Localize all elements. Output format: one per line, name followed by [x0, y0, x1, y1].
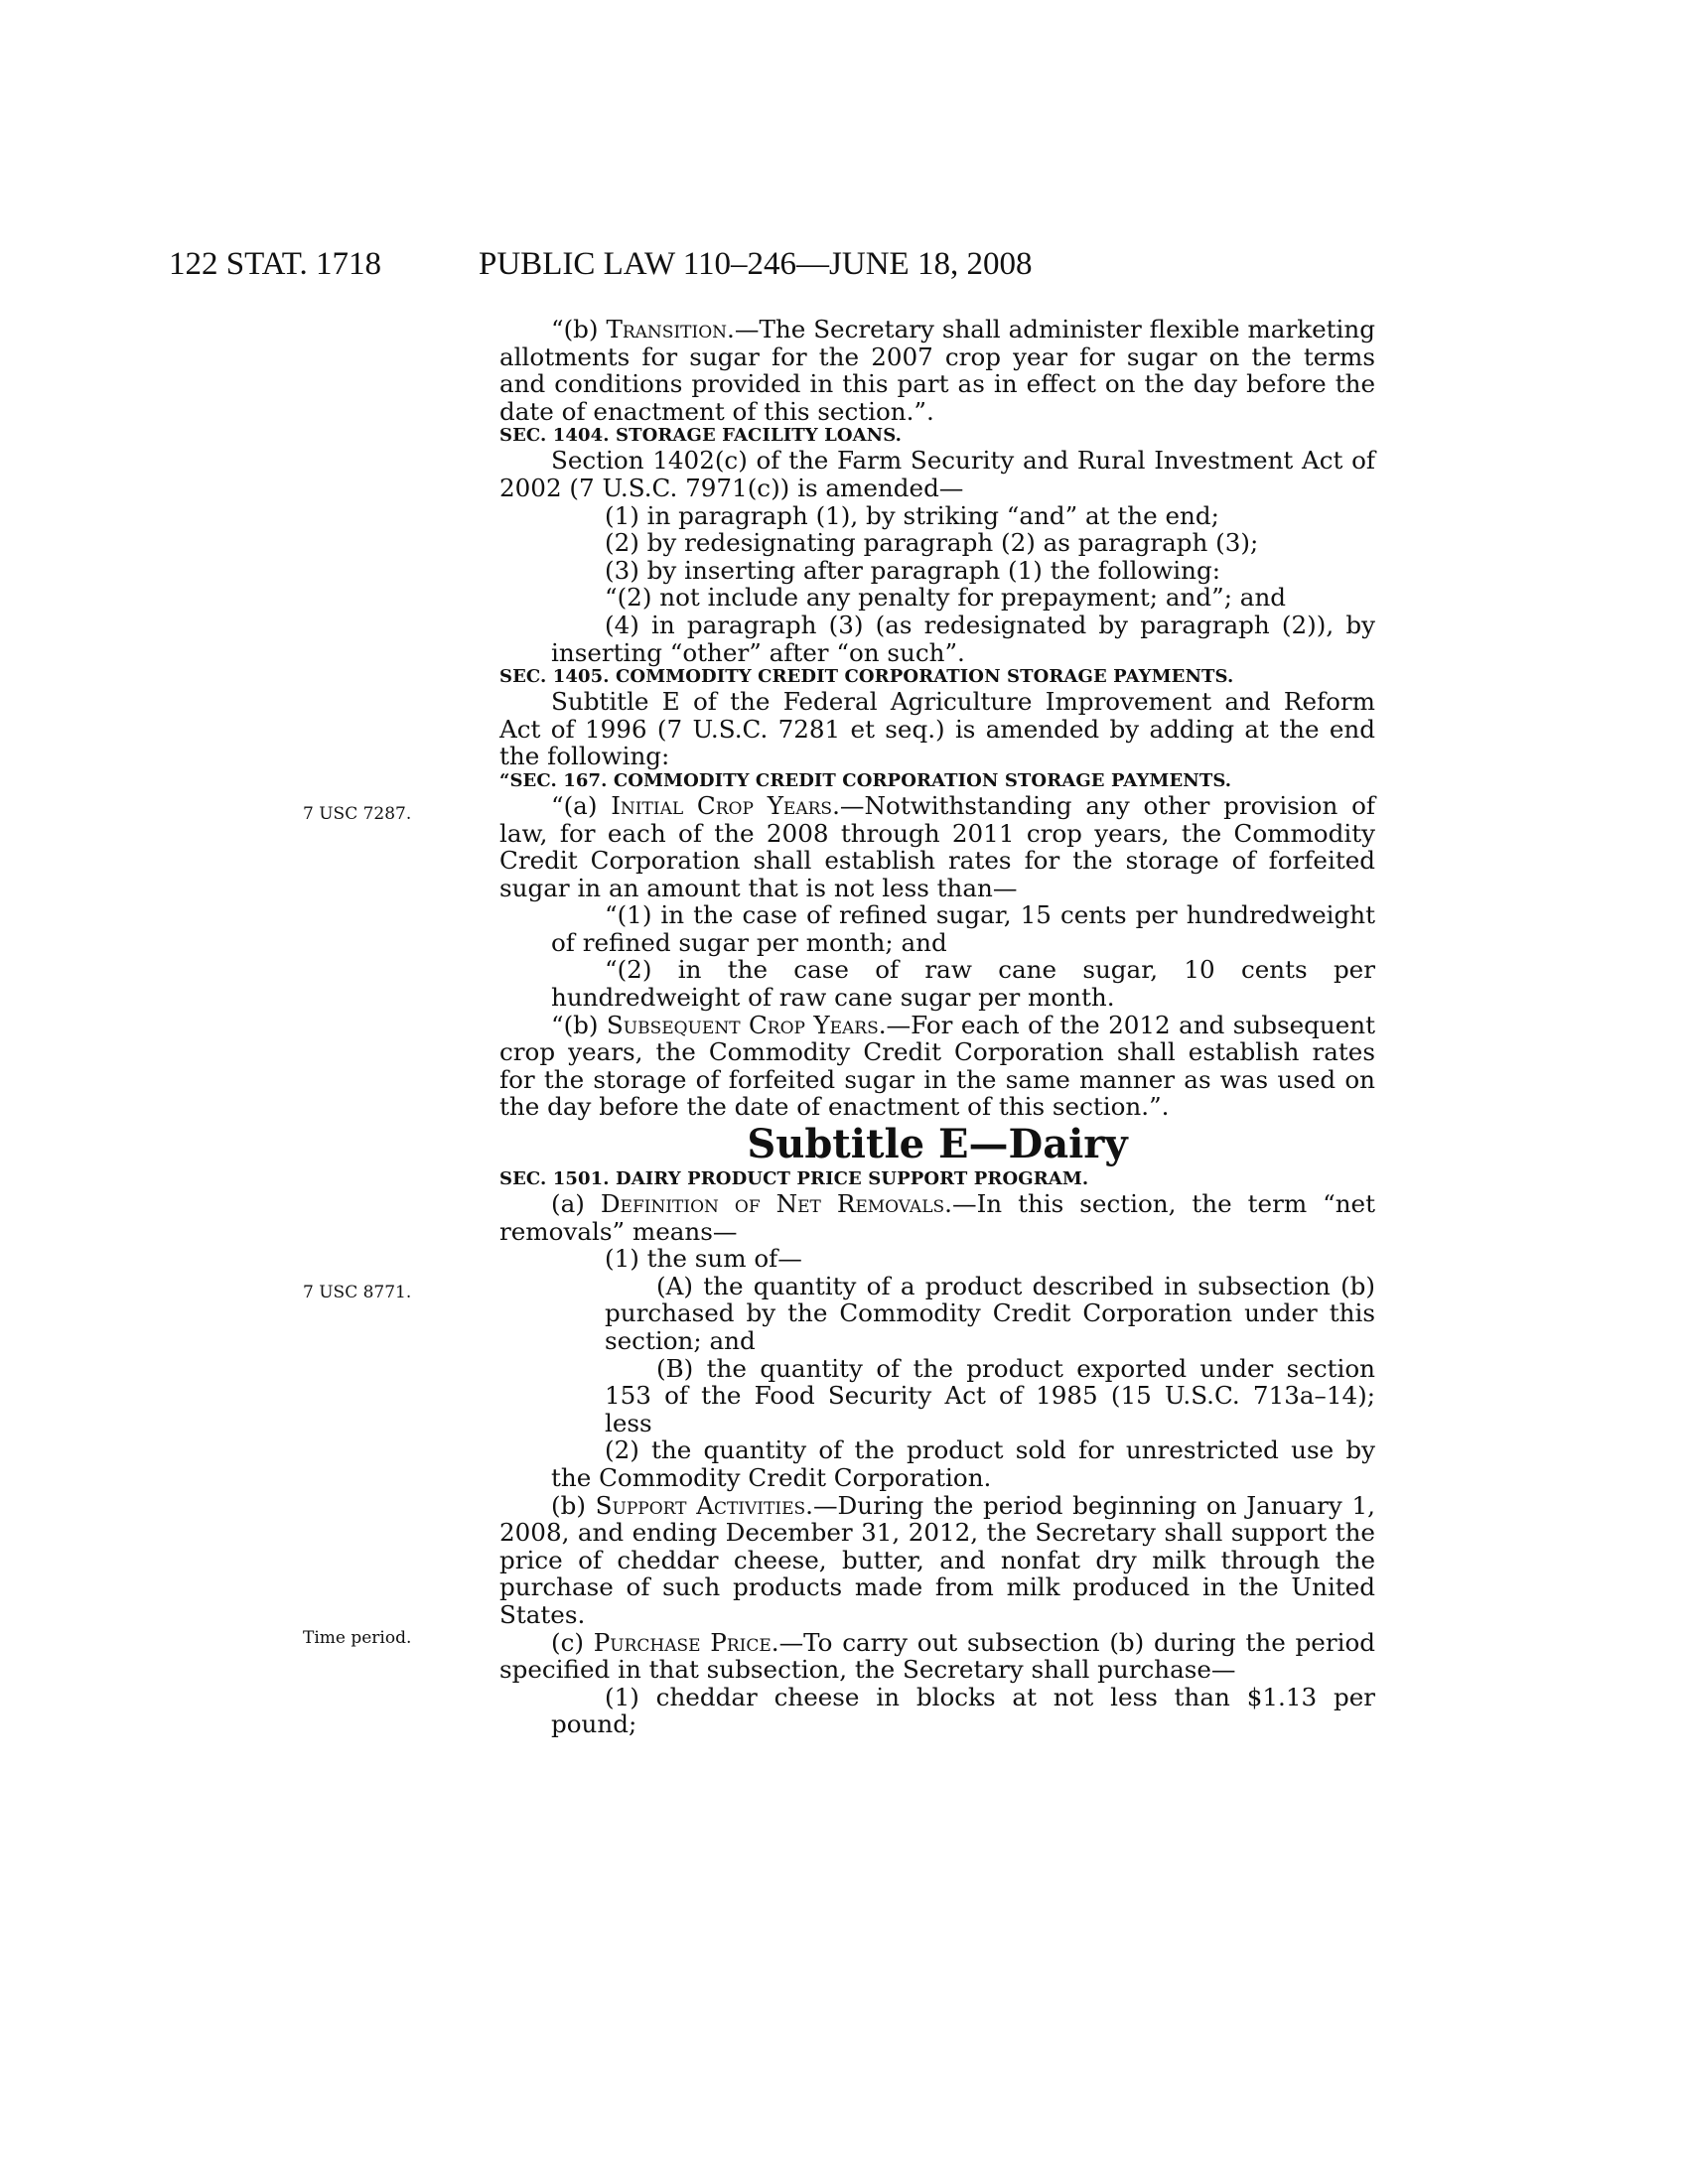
margin-note-7usc8771: 7 USC 8771.	[303, 1283, 412, 1302]
sec-167-a-item-1: “(1) in the case of refined sugar, 15 cents per hundredweight of refined sugar per month; and	[551, 900, 1375, 957]
sec-167-heading: “SEC. 167. COMMODITY CREDIT CORPORATION STORAGE PAYMENTS.	[499, 769, 1232, 791]
sec-1404-item-1: (1) in paragraph (1), by striking “and” at the end;	[605, 500, 1219, 530]
sec-1404-intro: Section 1402(c) of the Farm Security and Rural Investment Act of 2002 (7 U.S.C. 7971(c)) is amended—	[499, 446, 1375, 502]
sec-1501-c-item-1: (1) cheddar cheese in blocks at not less than $1.13 per pound;	[551, 1682, 1375, 1739]
sec-1501-a-item-A: (A) the quantity of a product described in subsection (b) purchased by the Commodity Credit Corporation under this section; and	[605, 1271, 1375, 1355]
sec-1501-a-item-B: (B) the quantity of the product exported under section 153 of the Food Security Act of 1985 (15 U.S.C. 713a–14); less	[605, 1353, 1375, 1437]
sec-167-a-item-2: “(2) in the case of raw cane sugar, 10 cents per hundredweight of raw cane sugar per month.	[551, 955, 1375, 1013]
sec-167-subsection-a: “(a) Initial Crop Years.—Notwithstanding any other provision of law, for each of the 2008 through 2011 crop years, the Commodity Credit Corporation shall establish rates for the storage of forfeited sugar in an amount that is not less than—	[499, 790, 1376, 902]
sec-1501-a-item-2: (2) the quantity of the product sold for unrestricted use by the Commodity Credit Corporation.	[551, 1435, 1375, 1492]
sec-1404-item-2: (2) by redesignating paragraph (2) as paragraph (3);	[605, 528, 1259, 558]
sec-1501-heading: SEC. 1501. DAIRY PRODUCT PRICE SUPPORT PROGRAM.	[499, 1168, 1089, 1190]
stat-page-number: 122 STAT. 1718	[169, 246, 382, 282]
sec-1404-item-quoted: “(2) not include any penalty for prepayment; and”; and	[605, 583, 1287, 613]
sec-1405-intro: Subtitle E of the Federal Agriculture Improvement and Reform Act of 1996 (7 U.S.C. 7281 et seq.) is amended by adding at the end the following:	[499, 687, 1375, 771]
sec-1404-heading: SEC. 1404. STORAGE FACILITY LOANS.	[499, 425, 903, 447]
sec-1501-a-item-1: (1) the sum of—	[605, 1244, 802, 1274]
running-header	[169, 246, 1360, 290]
sec-167-subsection-b: “(b) Subsequent Crop Years.—For each of the 2012 and subsequent crop years, the Commodity Credit Corporation shall establish rates for the storage of forfeited sugar in the same manner as was used on the day before the date of enactment of this section.”.	[499, 1010, 1375, 1122]
margin-note-7usc7287: 7 USC 7287.	[303, 804, 412, 824]
sec-1501-subsection-b: (b) Support Activities.—During the period beginning on January 1, 2008, and ending December 31, 2012, the Secretary shall support the price of cheddar cheese, butter, and nonfat dry milk through the purchase of such products made from milk produced in the United States.	[499, 1490, 1375, 1629]
public-law-citation: PUBLIC LAW 110–246—JUNE 18, 2008	[479, 246, 1033, 282]
sec-1404-item-4: (4) in paragraph (3) (as redesignated by paragraph (2)), by inserting “other” after “on such”.	[551, 610, 1375, 667]
sec-1501-subsection-a: (a) Definition of Net Removals.—In this section, the term “net removals” means—	[499, 1189, 1375, 1246]
sec-1404-item-3: (3) by inserting after paragraph (1) the following:	[605, 555, 1221, 585]
sec-1501-subsection-c: (c) Purchase Price.—To carry out subsection (b) during the period specified in that subsection, the Secretary shall purchase—	[499, 1627, 1375, 1685]
subtitle-e-dairy-heading: Subtitle E—Dairy	[747, 1121, 1128, 1168]
main-text-column	[499, 316, 1375, 1738]
margin-note-time-period: Time period.	[303, 1628, 412, 1648]
sec-1405-heading: SEC. 1405. COMMODITY CREDIT CORPORATION STORAGE PAYMENTS.	[499, 666, 1234, 688]
transition-paragraph: “(b) Transition.—The Secretary shall administer flexible marketing allotments for sugar for the 2007 crop year for sugar on the terms and conditions provided in this part as in effect on the day before the date of enactment of this section.”.	[499, 315, 1375, 426]
